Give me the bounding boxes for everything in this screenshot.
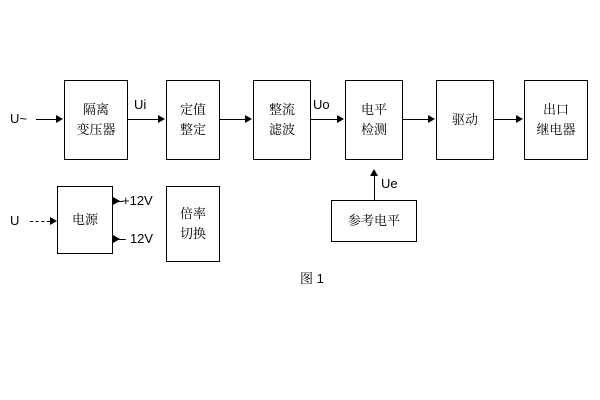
connector-transformer-to-setting	[128, 119, 158, 120]
label-ui: Ui	[134, 97, 147, 112]
connector-input-to-transformer	[36, 119, 56, 120]
connector-setting-to-rectifier	[220, 119, 245, 120]
block-multiplier-switch-line-2: 切换	[179, 226, 206, 241]
arrowhead-reference-to-level	[370, 169, 378, 176]
block-output-relay-line-1: 出口	[542, 102, 569, 117]
block-rectifier-filter-line-2: 滤波	[268, 122, 295, 137]
label-ue: Ue	[381, 176, 398, 191]
block-fixed-value-setting	[166, 80, 220, 160]
block-level-detection	[345, 80, 403, 160]
block-output-relay-line-2: 继电器	[536, 122, 576, 137]
block-isolation-transformer-line-1: 隔离	[82, 102, 109, 117]
arrowhead-drive-to-relay	[516, 115, 523, 123]
block-fixed-value-setting-line-1: 定值	[179, 102, 206, 117]
block-isolation-transformer-line-2: 变压器	[76, 122, 116, 137]
block-rectifier-filter	[253, 80, 311, 160]
block-multiplier-switch-line-1: 倍率	[179, 206, 206, 221]
block-rectifier-filter-line-1: 整流	[268, 102, 295, 117]
block-fixed-value-setting-line-2: 整定	[179, 122, 206, 137]
arrowhead-transformer-to-setting	[158, 115, 165, 123]
label-minus12v: - 12V	[122, 231, 154, 246]
label-plus12v: +12V	[122, 193, 153, 208]
arrowhead-power-plus12v	[113, 197, 120, 205]
figure-caption: 图 1	[300, 271, 324, 286]
label-uo: Uo	[313, 97, 330, 112]
block-power-supply-line-1: 电源	[71, 212, 98, 227]
arrowhead-level-to-drive	[428, 115, 435, 123]
block-isolation-transformer	[64, 80, 128, 160]
block-output-relay	[524, 80, 588, 160]
block-power-supply	[57, 186, 113, 254]
label-input-ac: U~	[10, 111, 27, 126]
arrowhead-setting-to-rectifier	[245, 115, 252, 123]
block-drive-line-1: 驱动	[451, 112, 478, 127]
connector-input-dc-to-power	[30, 221, 50, 222]
connector-rectifier-to-level	[311, 119, 337, 120]
label-input-dc: U	[10, 213, 20, 228]
block-multiplier-switch	[166, 186, 220, 262]
connector-level-to-drive	[403, 119, 428, 120]
arrowhead-input-dc-to-power	[50, 217, 57, 225]
block-level-detection-line-1: 电平	[360, 102, 387, 117]
block-level-detection-line-2: 检测	[360, 122, 387, 137]
connector-reference-to-level	[374, 176, 375, 200]
arrowhead-rectifier-to-level	[337, 115, 344, 123]
connector-drive-to-relay	[494, 119, 516, 120]
block-drive	[436, 80, 494, 160]
arrowhead-power-minus12v	[113, 235, 120, 243]
block-reference-level-line-1: 参考电平	[347, 213, 400, 228]
block-reference-level	[331, 200, 417, 242]
arrowhead-input-to-transformer	[56, 115, 63, 123]
